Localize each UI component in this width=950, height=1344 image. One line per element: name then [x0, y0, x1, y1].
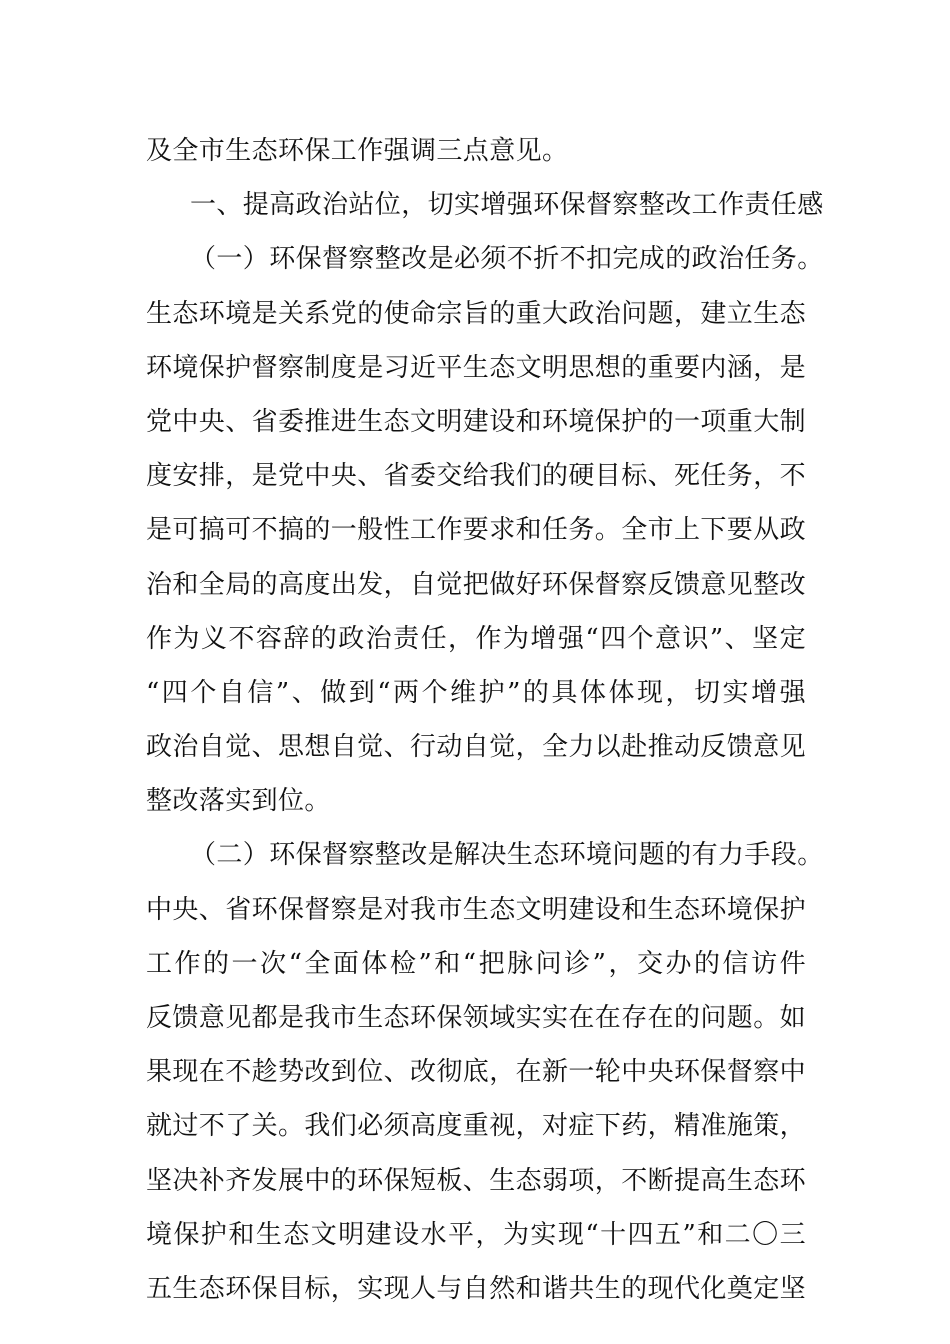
- text-line: 环境保护督察制度是习近平生态文明思想的重要内涵，是: [146, 352, 807, 383]
- text-line: 就过不了关。我们必须高度重视，对症下药，精准施策，: [146, 1111, 807, 1142]
- text-line: 党中央、省委推进生态文明建设和环境保护的一项重大制: [146, 406, 807, 437]
- text-line: 反馈意见都是我市生态环保领域实实在在存在的问题。如: [146, 1003, 807, 1033]
- text-line: “四个自信”、做到“两个维护”的具体体现，切实增强: [146, 677, 806, 708]
- text-line: 治和全局的高度出发，自觉把做好环保督察反馈意见整改: [146, 569, 807, 600]
- document-body: [146, 124, 824, 1316]
- text-line: 政治自觉、思想自觉、行动自觉，全力以赴推动反馈意见: [146, 732, 807, 763]
- text-line: 作为义不容辞的政治责任，作为增强“四个意识”、坚定: [146, 623, 806, 654]
- text-line: 生态环境是关系党的使命宗旨的重大政治问题，建立生态: [146, 298, 807, 329]
- text-line: 工作的一次“全面体检”和“把脉问诊”，交办的信访件: [146, 948, 806, 979]
- subsection-heading: （二）环保督察整改是解决生态环境问题的有力手段。: [190, 840, 824, 871]
- text-line: 境保护和生态文明建设水平，为实现“十四五”和二〇三: [146, 1219, 806, 1250]
- text-line: 坚决补齐发展中的环保短板、生态弱项，不断提高生态环: [146, 1165, 807, 1196]
- text-line: 果现在不趁势改到位、改彻底，在新一轮中央环保督察中: [146, 1057, 807, 1088]
- text-line: 是可搞可不搞的一般性工作要求和任务。全市上下要从政: [146, 515, 807, 546]
- subsection-heading: （一）环保督察整改是必须不折不扣完成的政治任务。: [190, 244, 824, 275]
- text-line: 整改落实到位。: [146, 786, 331, 817]
- section-heading: 一、提高政治站位，切实增强环保督察整改工作责任感: [190, 190, 824, 221]
- text-line: 中央、省环保督察是对我市生态文明建设和生态环境保护: [146, 894, 807, 925]
- text-line: 五生态环保目标，实现人与自然和谐共生的现代化奠定坚: [146, 1273, 807, 1304]
- text-line: 及全市生态环保工作强调三点意见。: [146, 136, 569, 166]
- text-line: 度安排，是党中央、省委交给我们的硬目标、死任务，不: [146, 461, 807, 492]
